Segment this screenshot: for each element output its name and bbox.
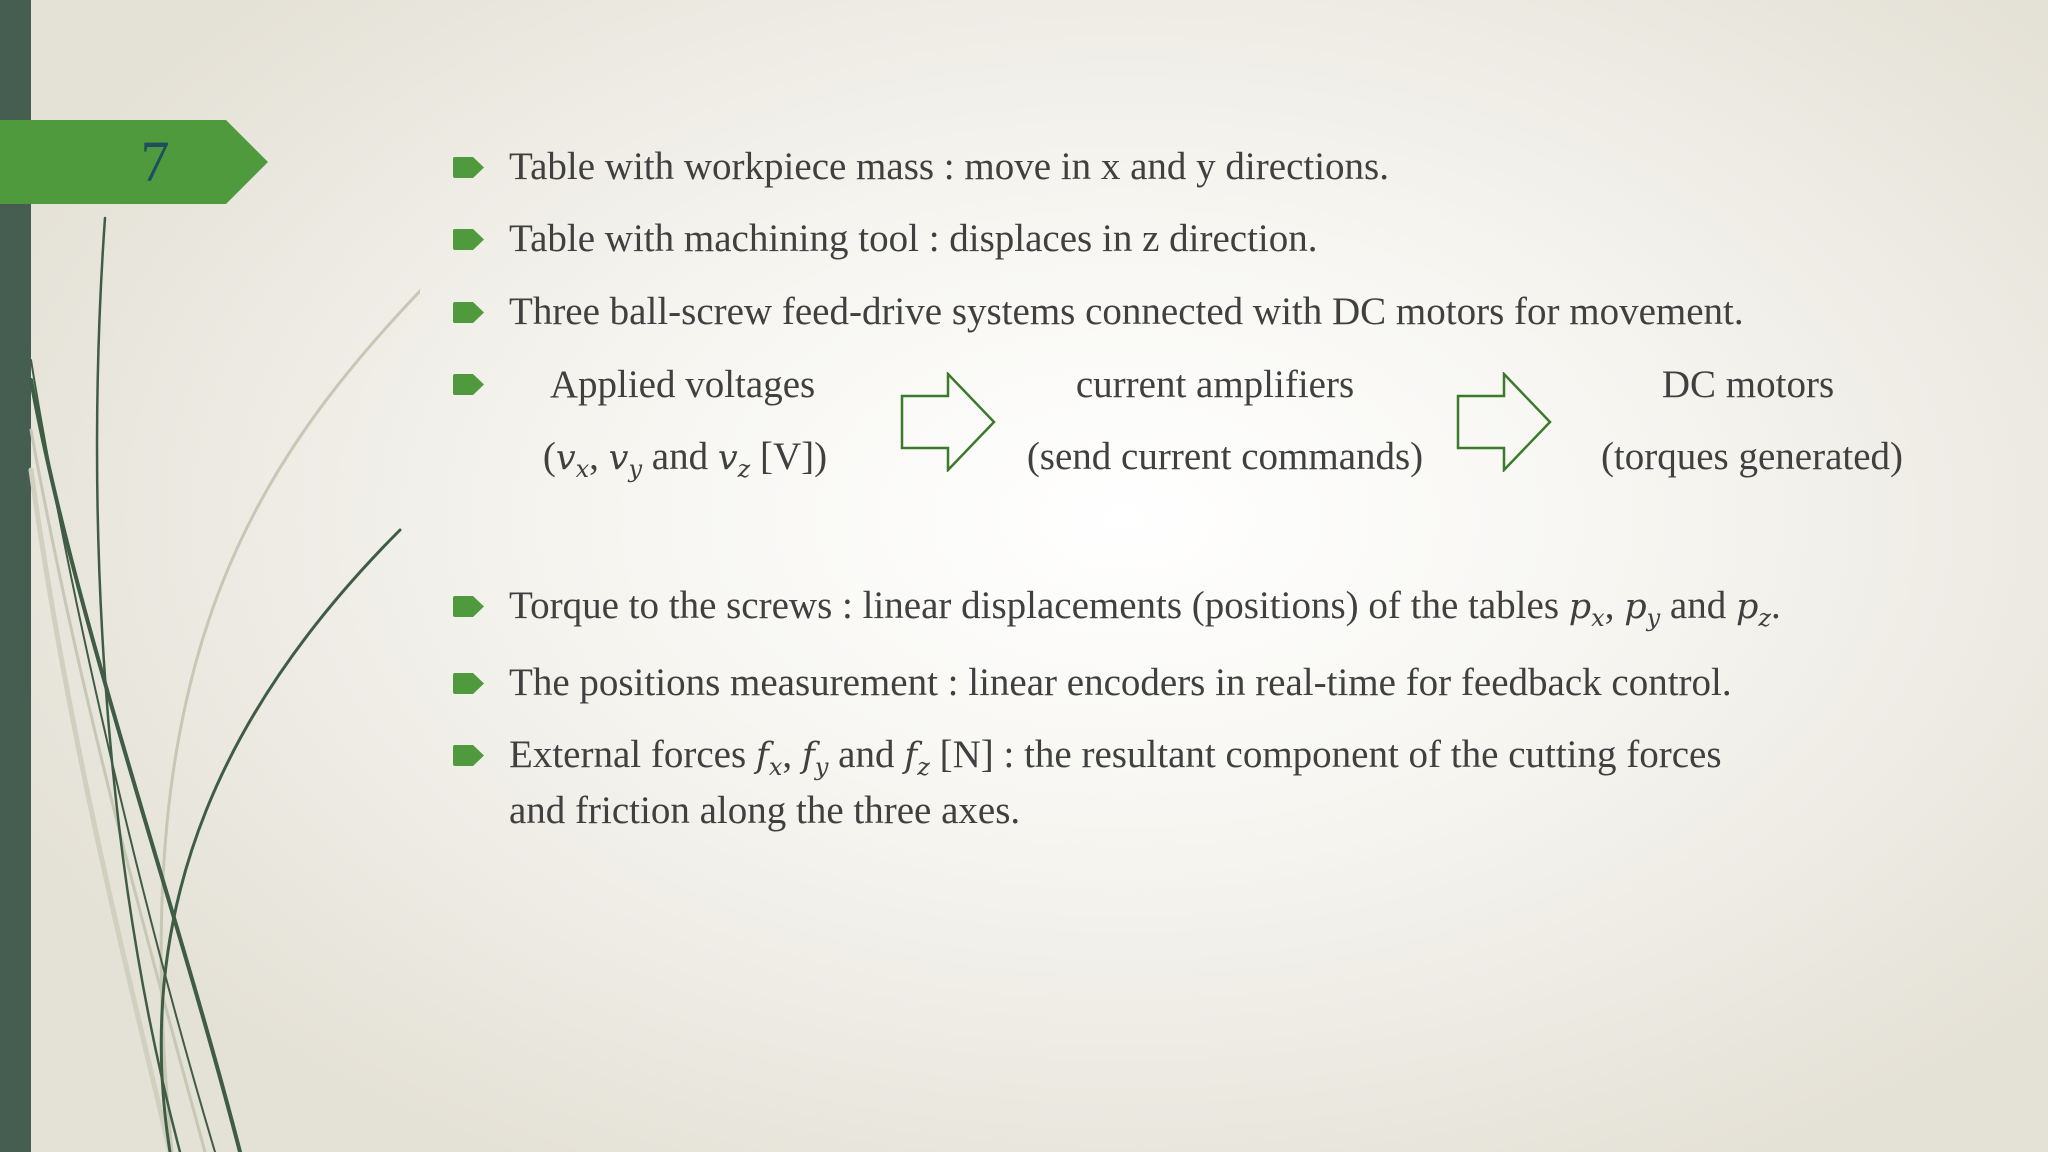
block-arrow-right-icon bbox=[900, 372, 996, 472]
flow-step-motors-subtitle: (torques generated) bbox=[1600, 435, 1904, 478]
bullet-arrow-icon bbox=[453, 745, 484, 766]
flow-step-amplifiers-title: current amplifiers bbox=[1075, 363, 1355, 406]
flow-step-voltages-title: Applied voltages bbox=[549, 363, 816, 406]
flow-step-motors-title: DC motors bbox=[1661, 363, 1835, 406]
bullet-torque-screws: Torque to the screws : linear displacements (positions) of the tables $p_x$, $p_y$ and $p_z$. bbox=[509, 584, 1781, 632]
bullet-arrow-icon bbox=[453, 673, 484, 694]
bullet-feed-drive: Three ball-screw feed-drive systems connected with DC motors for movement. bbox=[509, 290, 1744, 333]
bullet-arrow-icon bbox=[453, 229, 484, 250]
bullet-external-forces: External forces $f_x$, $f_y$ and $f_z$ [N] : the resultant component of the cutting forces bbox=[509, 733, 1722, 781]
bullet-external-forces-line2: and friction along the three axes. bbox=[509, 789, 1021, 832]
block-arrow-right-icon bbox=[1456, 372, 1552, 472]
bullet-arrow-icon bbox=[453, 157, 484, 178]
bullet-arrow-icon bbox=[453, 374, 484, 395]
flow-step-amplifiers-subtitle: (send current commands) bbox=[1026, 435, 1424, 478]
slide-number: 7 bbox=[140, 129, 170, 194]
bullet-arrow-icon bbox=[453, 302, 484, 323]
bullet-workpiece-table: Table with workpiece mass : move in x and y directions. bbox=[509, 145, 1389, 188]
bullet-tool-table: Table with machining tool : displaces in z direction. bbox=[509, 217, 1318, 260]
bullet-arrow-icon bbox=[453, 596, 484, 617]
bullet-position-measurement: The positions measurement : linear encoders in real-time for feedback control. bbox=[509, 661, 1732, 704]
flow-step-voltages-subtitle: ($v_x$, $v_y$ and $v_z$ [V]) bbox=[542, 435, 828, 483]
